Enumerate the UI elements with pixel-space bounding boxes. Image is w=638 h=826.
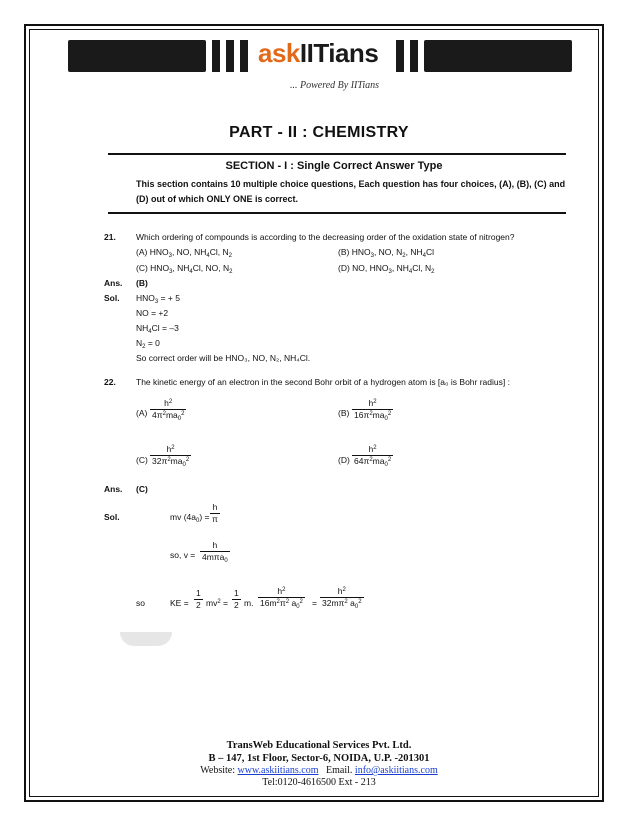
footer: [0, 740, 638, 788]
option-d-label: (D): [338, 455, 350, 465]
page-border-inner: [29, 29, 599, 797]
part-title: PART - II : CHEMISTRY: [229, 124, 409, 141]
answer-label: Ans.: [104, 278, 123, 288]
footer-tel: Tel:0120-4616500 Ext - 213: [262, 777, 376, 788]
question-number: 22.: [104, 377, 116, 387]
option-b-label: (B): [338, 408, 350, 418]
banner-right-block: [424, 40, 572, 72]
section-top-rule: [108, 153, 566, 155]
banner-left-block: [68, 40, 206, 72]
askiitians-logo: askIITians: [258, 38, 379, 68]
footer-company: TransWeb Educational Services Pvt. Ltd.: [226, 740, 412, 751]
section-title: SECTION - I : Single Correct Answer Type: [225, 160, 443, 172]
solution-line: NO = +2: [136, 308, 169, 318]
fraction-ke-mid: $\frac{h^2}{16m^2\pi^2 a_0^2}$: [260, 586, 303, 610]
solution-line: $HNO_3$ = + 5: [136, 293, 180, 305]
question-number: 21.: [104, 232, 116, 242]
fraction-half: $\frac{1}{2}$: [234, 588, 239, 610]
option-c-fraction: $\frac{h^2}{32\pi^2ma_0^2}$: [152, 444, 190, 468]
equation-mv: mv $(4a_0)$ =: [170, 512, 210, 524]
equals-sign: =: [312, 598, 317, 608]
banner-stripe: [396, 40, 404, 72]
fraction-half: $\frac{1}{2}$: [196, 588, 201, 610]
equation-ke-mv2: $mv^2$ =: [206, 598, 229, 608]
option-c-label: (C): [136, 455, 148, 465]
banner-stripe: [212, 40, 220, 72]
website-link[interactable]: www.askiitians.com: [237, 765, 319, 776]
logo-tagline: ... Powered By IITians: [290, 80, 380, 91]
solution-label: Sol.: [104, 512, 120, 522]
scan-artifact: [120, 632, 172, 646]
section-description: This section contains 10 multiple choice questions, Each question has four choices, (A), (B), (C) and (D) out of which ONLY ONE is correct.: [136, 179, 566, 204]
fraction-ke-result: $\frac{h^2}{32m\pi^2 a_0^2}$: [322, 586, 362, 610]
answer-value: (C): [136, 484, 148, 494]
option-a-fraction: $\frac{h^2}{4\pi^2ma_0^2}$: [152, 398, 185, 422]
option-d-fraction: $\frac{h^2}{64\pi^2ma_0^2}$: [354, 444, 392, 468]
equation-ke-m: m.: [244, 598, 254, 608]
option-a-label: (A): [136, 408, 148, 418]
option-c: (C) $HNO_3$, $NH_4Cl$, NO, $N_2$: [136, 263, 233, 275]
section-bottom-rule: [108, 212, 566, 214]
footer-contact: Website: www.askiitians.com Email. info@askiitians.com: [200, 765, 438, 776]
option-b-fraction: $\frac{h^2}{16\pi^2ma_0^2}$: [354, 398, 392, 422]
so-word: so: [136, 598, 145, 608]
option-d: (D) NO, $HNO_3$, $NH_4Cl$, $N_2$: [338, 263, 435, 275]
question-text: Which ordering of compounds is according to the decreasing order of the oxidation state of nitrogen?: [136, 232, 515, 242]
solution-conclusion: So correct order will be HNO₃, NO, N₂, NH₄Cl.: [136, 353, 311, 363]
banner-stripe: [240, 40, 248, 72]
option-b: (B) $HNO_3$, NO, $N_2$, $NH_4Cl$: [338, 247, 434, 259]
fraction-v: h 4mπa$_0$: [202, 540, 228, 564]
question-text: The kinetic energy of an electron in the second Bohr orbit of a hydrogen atom is [a₀ is Bohr radius] :: [136, 377, 510, 387]
email-link[interactable]: info@askiitians.com: [354, 765, 438, 776]
banner-stripe: [226, 40, 234, 72]
solution-label: Sol.: [104, 293, 120, 303]
solution-line: $NH_4Cl = -3$: [136, 323, 179, 335]
fraction-h-over-pi: $\frac{h}{\pi}$: [212, 502, 218, 524]
option-a: (A) $HNO_3$, NO, $NH_4Cl$, $N_2$: [136, 247, 232, 259]
equation-ke: KE =: [170, 598, 189, 608]
banner-stripe: [410, 40, 418, 72]
footer-address: B – 147, 1st Floor, Sector-6, NOIDA, U.P. -201301: [208, 753, 430, 764]
answer-label: Ans.: [104, 484, 123, 494]
solution-line: $N_2 = 0$: [136, 338, 160, 350]
equation-v: so, v =: [170, 550, 196, 560]
answer-value: (B): [136, 278, 148, 288]
